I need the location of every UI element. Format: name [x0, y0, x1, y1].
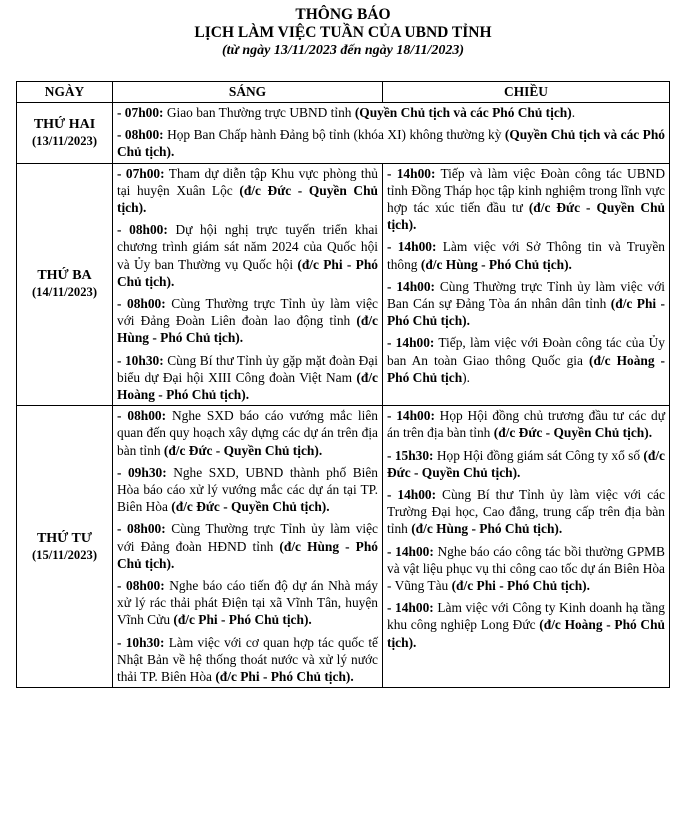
- item-time: - 08h00:: [117, 408, 167, 424]
- tuesday-afternoon: [383, 163, 670, 406]
- item-time: - 10h30:: [117, 634, 165, 650]
- item-text: Họp Ban Chấp hành Đảng bộ tỉnh (khóa XI) không thường kỳ: [163, 127, 505, 143]
- item-text: Tiếp, làm việc với Đoàn công tác của Ủy ban An toàn Giao thông Quốc gia: [387, 335, 665, 368]
- schedule-item: [117, 295, 378, 347]
- item-tail: ).: [462, 369, 470, 385]
- item-time: - 08h00:: [117, 127, 164, 143]
- header-afternoon: CHIỀU: [383, 82, 670, 103]
- item-time: - 14h00:: [387, 543, 434, 559]
- item-text: Nghe SXD báo cáo vướng mắc liên quan đến quy hoạch xây dựng các dự án trên địa bàn tỉnh: [117, 408, 379, 458]
- day-cell: [17, 103, 113, 164]
- header-morning: SÁNG: [113, 82, 383, 103]
- item-text: Giao ban Thường trực UBND tỉnh: [163, 105, 355, 120]
- schedule-item: [117, 104, 665, 121]
- item-text: Nghe báo cáo tiến độ dự án Nhà máy xử lý rác thải phát Điện tại xã Vĩnh Tân, huyện Vĩnh Cửu: [117, 578, 378, 628]
- item-text: Nghe báo cáo công tác bồi thường GPMB và vật liệu phục vụ thi công cao tốc dự án Biên Hòa - Vũng Tàu: [387, 543, 665, 594]
- item-assignee: (đ/c Hùng - Phó Chủ tịch).: [117, 538, 379, 571]
- document-title: THÔNG BÁO: [295, 6, 391, 23]
- item-time: - 14h00:: [387, 487, 437, 503]
- schedule-item: [387, 278, 665, 330]
- schedule-item: [387, 543, 665, 595]
- item-assignee: (đ/c Phi - Phó Chủ tịch).: [173, 612, 312, 628]
- item-time: - 15h30:: [387, 447, 434, 463]
- item-time: - 14h00:: [387, 408, 435, 424]
- schedule-item: [117, 165, 378, 217]
- item-time: - 14h00:: [387, 239, 437, 255]
- item-tail: .: [571, 105, 576, 120]
- item-assignee: (Quyền Chủ tịch và các Phó Chủ tịch): [354, 105, 572, 120]
- item-assignee: (đ/c Hùng - Phó Chủ tịch).: [420, 256, 572, 272]
- schedule-table: [16, 81, 670, 688]
- row-tuesday: [17, 163, 670, 406]
- item-time: - 14h00:: [387, 278, 436, 294]
- item-assignee: (đ/c Hoàng - Phó Chủ tịch).: [117, 369, 378, 403]
- item-text: Nghe SXD, UBND thành phố Biên Hòa báo cáo xử lý vướng mắc các dự án tại TP. Biên Hòa: [117, 464, 378, 515]
- day-date: (15/11/2023): [31, 547, 98, 562]
- day-name: THỨ BA: [37, 268, 92, 284]
- schedule-item: [117, 407, 378, 459]
- item-time: - 07h00:: [117, 165, 165, 181]
- item-text: Cùng Thường trực Tỉnh ủy làm việc với Đảng Đoàn Liên đoàn lao động tỉnh: [117, 296, 379, 329]
- schedule-item: [117, 634, 378, 686]
- schedule-item: [117, 577, 378, 629]
- item-assignee: (đ/c Phi - Phó Chủ tịch).: [451, 578, 590, 594]
- item-text: Cùng Bí thư Tỉnh ủy làm việc với các Trường Đại học, Cao đẳng, trung cấp trên địa bàn tỉnh: [387, 487, 666, 537]
- item-assignee: (đ/c Phi - Phó Chủ tịch).: [117, 256, 378, 289]
- item-time: - 14h00:: [387, 165, 436, 181]
- item-time: - 08h00:: [117, 578, 165, 594]
- item-time: - 08h00:: [117, 521, 166, 537]
- item-text: Làm việc với Sở Thông tin và Truyền thông: [387, 239, 665, 272]
- schedule-item: [387, 238, 665, 272]
- schedule-item: [387, 599, 665, 651]
- item-text: Dự hội nghị trực tuyến triển khai chương trình giám sát năm 2024 của Quốc hội và Ủy ban Thường vụ Quốc hội: [117, 222, 378, 272]
- day-date: (13/11/2023): [31, 133, 98, 148]
- item-assignee: (đ/c Hùng - Phó Chủ tịch).: [117, 313, 378, 346]
- item-text: Họp Hội đồng chủ trương đầu tư các dự án trên địa bàn tỉnh: [387, 408, 665, 441]
- schedule-item: [387, 165, 665, 234]
- item-assignee: (đ/c Hoàng - Phó Chủ tịch).: [387, 617, 666, 650]
- item-assignee: (đ/c Hùng - Phó Chủ tịch).: [411, 521, 563, 537]
- item-time: - 14h00:: [387, 600, 434, 616]
- item-text: Cùng Thường trực Tỉnh ủy làm việc với Đảng đoàn HĐND tỉnh: [117, 521, 379, 554]
- wednesday-afternoon: [383, 406, 670, 688]
- document-header: [0, 0, 686, 60]
- day-cell: [17, 406, 113, 688]
- item-time: - 09h30:: [117, 464, 167, 480]
- row-monday: [17, 103, 670, 164]
- item-time: - 08h00:: [117, 222, 168, 238]
- schedule-item: [387, 407, 665, 441]
- wednesday-morning: [113, 406, 383, 688]
- document-period: (từ ngày 13/11/2023 đến ngày 18/11/2023): [221, 43, 465, 58]
- day-cell: [17, 163, 113, 406]
- schedule-item: [117, 352, 378, 404]
- item-text: Tham dự diễn tập Khu vực phòng thủ tại huyện Xuân Lộc: [117, 165, 379, 198]
- monday-schedule: [113, 103, 670, 164]
- schedule-item: [117, 126, 665, 160]
- item-text: Họp Hội đồng giám sát Công ty xổ số: [433, 447, 644, 463]
- row-wednesday: [17, 406, 670, 688]
- item-text: Cùng Thường trực Tỉnh ủy làm việc với Ban Cán sự Đảng Tòa án nhân dân tỉnh: [387, 278, 665, 312]
- item-assignee: (đ/c Đức - Quyền Chủ tịch).: [163, 442, 323, 458]
- table-header-row: [17, 82, 670, 103]
- schedule-item: [387, 334, 665, 386]
- schedule-item: [117, 520, 378, 572]
- schedule-item: [117, 221, 378, 290]
- header-day: NGÀY: [17, 82, 113, 103]
- day-date: (14/11/2023): [31, 285, 98, 300]
- document-subtitle: LỊCH LÀM VIỆC TUẦN CỦA UBND TỈNH: [194, 24, 492, 41]
- schedule-item: [117, 464, 378, 516]
- tuesday-morning: [113, 163, 383, 406]
- item-time: - 14h00:: [387, 335, 435, 351]
- item-text: Tiếp và làm việc Đoàn công tác UBND tỉnh Đồng Tháp học tập kinh nghiệm trong lĩnh vực hợp tác xúc tiến đầu tư: [387, 165, 665, 216]
- item-time: - 08h00:: [117, 296, 166, 312]
- item-assignee: (đ/c Đức - Quyền Chủ tịch).: [171, 499, 330, 515]
- item-assignee: (đ/c Đức - Quyền Chủ tịch).: [117, 182, 378, 216]
- item-text: Làm việc với Công ty Kinh doanh hạ tầng khu công nghiệp Long Đức: [387, 600, 665, 633]
- item-assignee: (đ/c Phi - Phó Chủ tịch).: [387, 296, 665, 329]
- item-assignee: (Quyền Chủ tịch và các Phó Chủ tịch).: [117, 127, 666, 160]
- item-assignee: (đ/c Đức - Quyền Chủ tịch).: [493, 425, 653, 441]
- day-name: THỨ TƯ: [36, 530, 93, 546]
- schedule-item: [387, 447, 665, 481]
- item-assignee: (đ/c Đức - Quyền Chủ tịch).: [387, 447, 665, 480]
- item-assignee: (đ/c Đức - Quyền Chủ tịch).: [387, 200, 666, 233]
- item-assignee: (đ/c Phi - Phó Chủ tịch).: [215, 669, 354, 685]
- item-text: Làm việc với cơ quan hợp tác quốc tế Nhật Bản về hệ thống thoát nước và xử lý nước thải TP. Biên Hòa: [117, 634, 378, 685]
- item-time: - 10h30:: [117, 352, 164, 368]
- item-text: Cùng Bí thư Tỉnh ủy gặp mặt đoàn Đại biểu dự Đại hội XIII Công đoàn Việt Nam: [117, 352, 379, 385]
- item-assignee: (đ/c Hoàng - Phó Chủ tịch: [387, 352, 665, 385]
- item-time: - 07h00:: [117, 105, 164, 120]
- day-name: THỨ HAI: [33, 116, 96, 132]
- schedule-item: [387, 486, 665, 538]
